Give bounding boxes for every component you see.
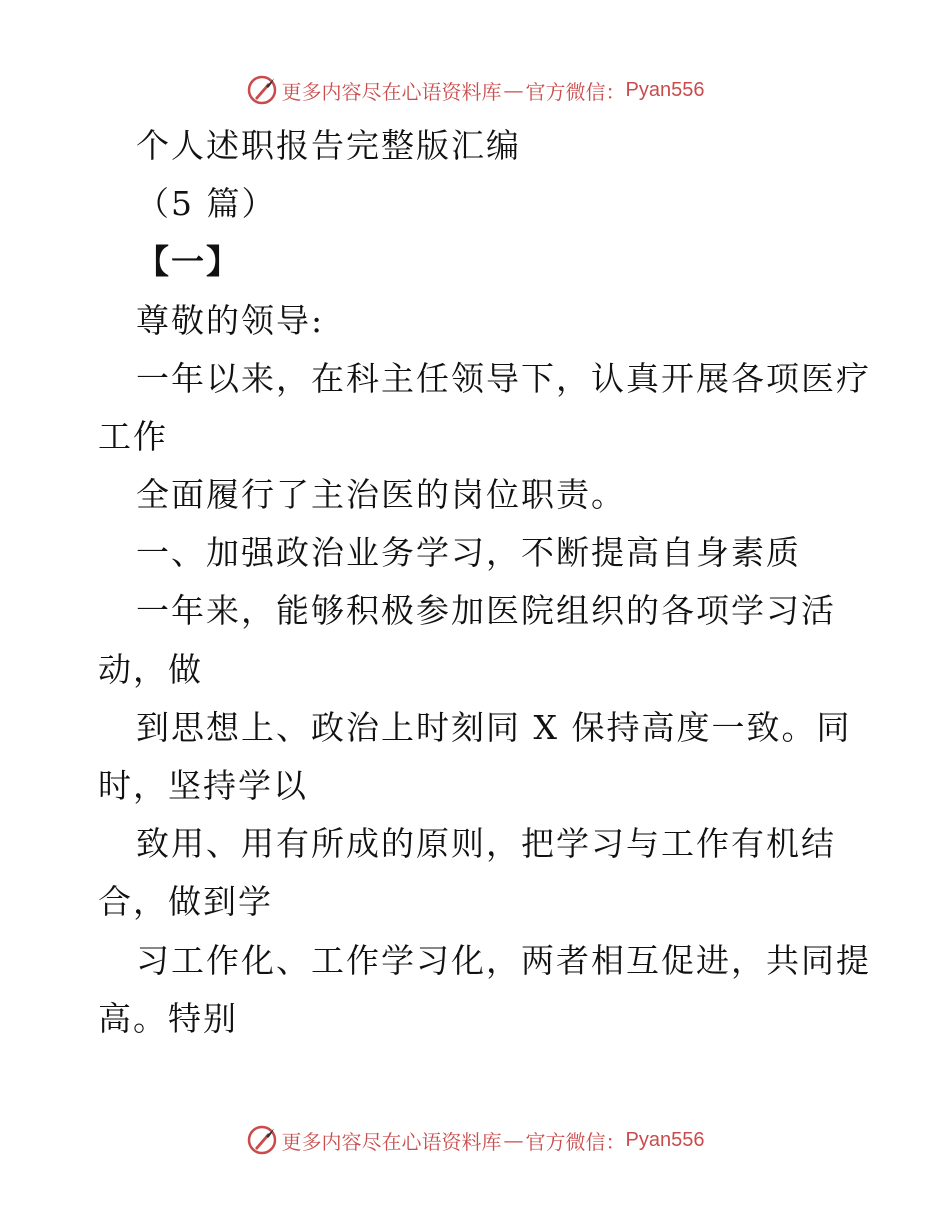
document-subtitle: （5 篇） xyxy=(136,184,277,223)
section-heading: 【一】 xyxy=(136,242,241,281)
header-watermark xyxy=(0,72,950,108)
paragraph-line: 动，做 xyxy=(98,650,203,689)
quill-logo-icon xyxy=(246,74,278,106)
quill-logo-icon xyxy=(246,1124,278,1156)
paragraph-line: 一年来，能够积极参加医院组织的各项学习活 xyxy=(136,591,836,630)
watermark-text: 更多内容尽在心语资料库 xyxy=(281,1129,502,1154)
paragraph-line: 全面履行了主治医的岗位职责。 xyxy=(136,475,626,514)
watermark-text: 更多内容尽在心语资料库 xyxy=(281,79,502,104)
watermark-id: Pyan556 xyxy=(625,78,705,101)
paragraph-line: 合，做到学 xyxy=(98,882,273,921)
paragraph-line: 致用、用有所成的原则，把学习与工作有机结 xyxy=(136,824,836,863)
paragraph-line: 一、加强政治业务学习，不断提高自身素质 xyxy=(136,533,801,572)
watermark-suffix: 官方微信： xyxy=(525,1129,626,1154)
watermark-dash: — xyxy=(503,78,524,102)
paragraph-line: 工作 xyxy=(98,417,168,456)
paragraph-line: 高。特别 xyxy=(98,999,238,1038)
watermark-id: Pyan556 xyxy=(625,1128,705,1151)
paragraph-line: 到思想上、政治上时刻同 X 保持高度一致。同 xyxy=(136,708,852,747)
watermark-dash: — xyxy=(503,1128,524,1152)
document-title: 个人述职报告完整版汇编 xyxy=(136,126,521,165)
watermark-suffix: 官方微信： xyxy=(525,79,626,104)
footer-watermark xyxy=(0,1122,950,1158)
paragraph-line: 习工作化、工作学习化，两者相互促进，共同提 xyxy=(136,941,871,980)
paragraph-line: 时，坚持学以 xyxy=(98,766,308,805)
paragraph-line: 一年以来，在科主任领导下，认真开展各项医疗 xyxy=(136,359,871,398)
paragraph-line: 尊敬的领导: xyxy=(136,301,325,340)
